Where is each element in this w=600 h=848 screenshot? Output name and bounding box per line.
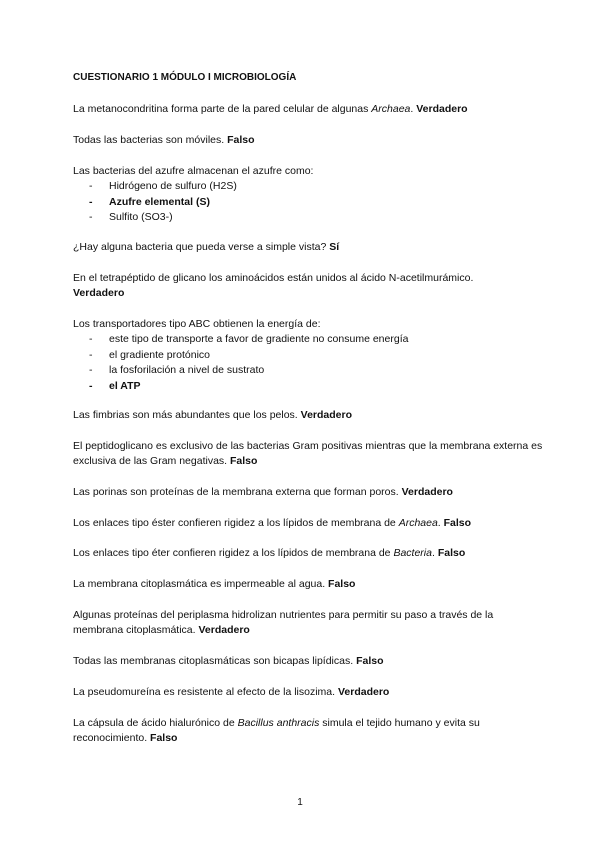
answer: Verdadero [300, 409, 352, 421]
list-item: - la fosforilación a nivel de sustrato [89, 363, 408, 379]
question-9: Las porinas son proteínas de la membrana externa que forman poros. Verdadero [73, 486, 453, 498]
question-1: La metanocondritina forma parte de la pared celular de algunas Archaea. Verdadero [73, 103, 468, 115]
answer: Falso [150, 731, 178, 744]
answer: Falso [328, 578, 356, 590]
list-item: - el gradiente protónico [89, 348, 408, 364]
list-item: - este tipo de transporte a favor de gradiente no consume energía [89, 332, 408, 348]
page-number: 1 [297, 797, 303, 808]
answer: Verdadero [416, 103, 468, 115]
list-item-correct: - el ATP [89, 379, 408, 395]
list-item-correct: - Azufre elemental (S) [89, 195, 237, 211]
answer: Sí [329, 241, 340, 253]
question-6-options [89, 332, 408, 394]
answer: Verdadero [73, 286, 125, 299]
question-10: Los enlaces tipo éster confieren rigidez a los lípidos de membrana de Archaea. Falso [73, 517, 472, 529]
question-5: En el tetrapéptido de glicano los aminoácidos están unidos al ácido N-acetilmurámico. Verdadero [73, 272, 474, 299]
question-16: La cápsula de ácido hialurónico de Bacillus anthracis simula el tejido humano y evita su reconocimiento. Falso [73, 717, 480, 744]
list-item: - Sulfito (SO3-) [89, 210, 237, 226]
question-8: El peptidoglicano es exclusivo de las bacterias Gram positivas mientras que la membrana externa es exclusiva de las Gram negativas. Falso [73, 440, 543, 467]
answer: Verdadero [337, 686, 390, 698]
answer: Falso [437, 547, 466, 559]
question-13: Algunas proteínas del periplasma hidrolizan nutrientes para permitir su paso a través de la membrana citoplasmática. Verdadero [73, 609, 494, 636]
question-4: ¿Hay alguna bacteria que pueda verse a simple vista? Sí [73, 241, 340, 253]
question-3-options [89, 179, 237, 226]
answer: Falso [443, 517, 472, 529]
question-6: Los transportadores tipo ABC obtienen la energía de: [73, 318, 321, 330]
list-item: - Hidrógeno de sulfuro (H2S) [89, 179, 237, 195]
question-12: La membrana citoplasmática es impermeable al agua. Falso [73, 578, 356, 590]
question-7: Las fimbrias son más abundantes que los pelos. Verdadero [73, 409, 352, 421]
answer: Verdadero [401, 486, 453, 498]
answer: Falso [227, 134, 255, 146]
question-3: Las bacterias del azufre almacenan el azufre como: [73, 165, 314, 177]
answer: Verdadero [198, 623, 250, 636]
question-2: Todas las bacterias son móviles. Falso [73, 134, 255, 146]
question-11: Los enlaces tipo éter confieren rigidez a los lípidos de membrana de Bacteria. Falso [73, 547, 466, 559]
page-title: CUESTIONARIO 1 MÓDULO I MICROBIOLOGÍA [73, 72, 297, 83]
question-14: Todas las membranas citoplasmáticas son bicapas lipídicas. Falso [73, 655, 384, 667]
answer: Falso [230, 454, 258, 467]
question-15: La pseudomureína es resistente al efecto de la lisozima. Verdadero [73, 686, 390, 698]
answer: Falso [356, 655, 384, 667]
